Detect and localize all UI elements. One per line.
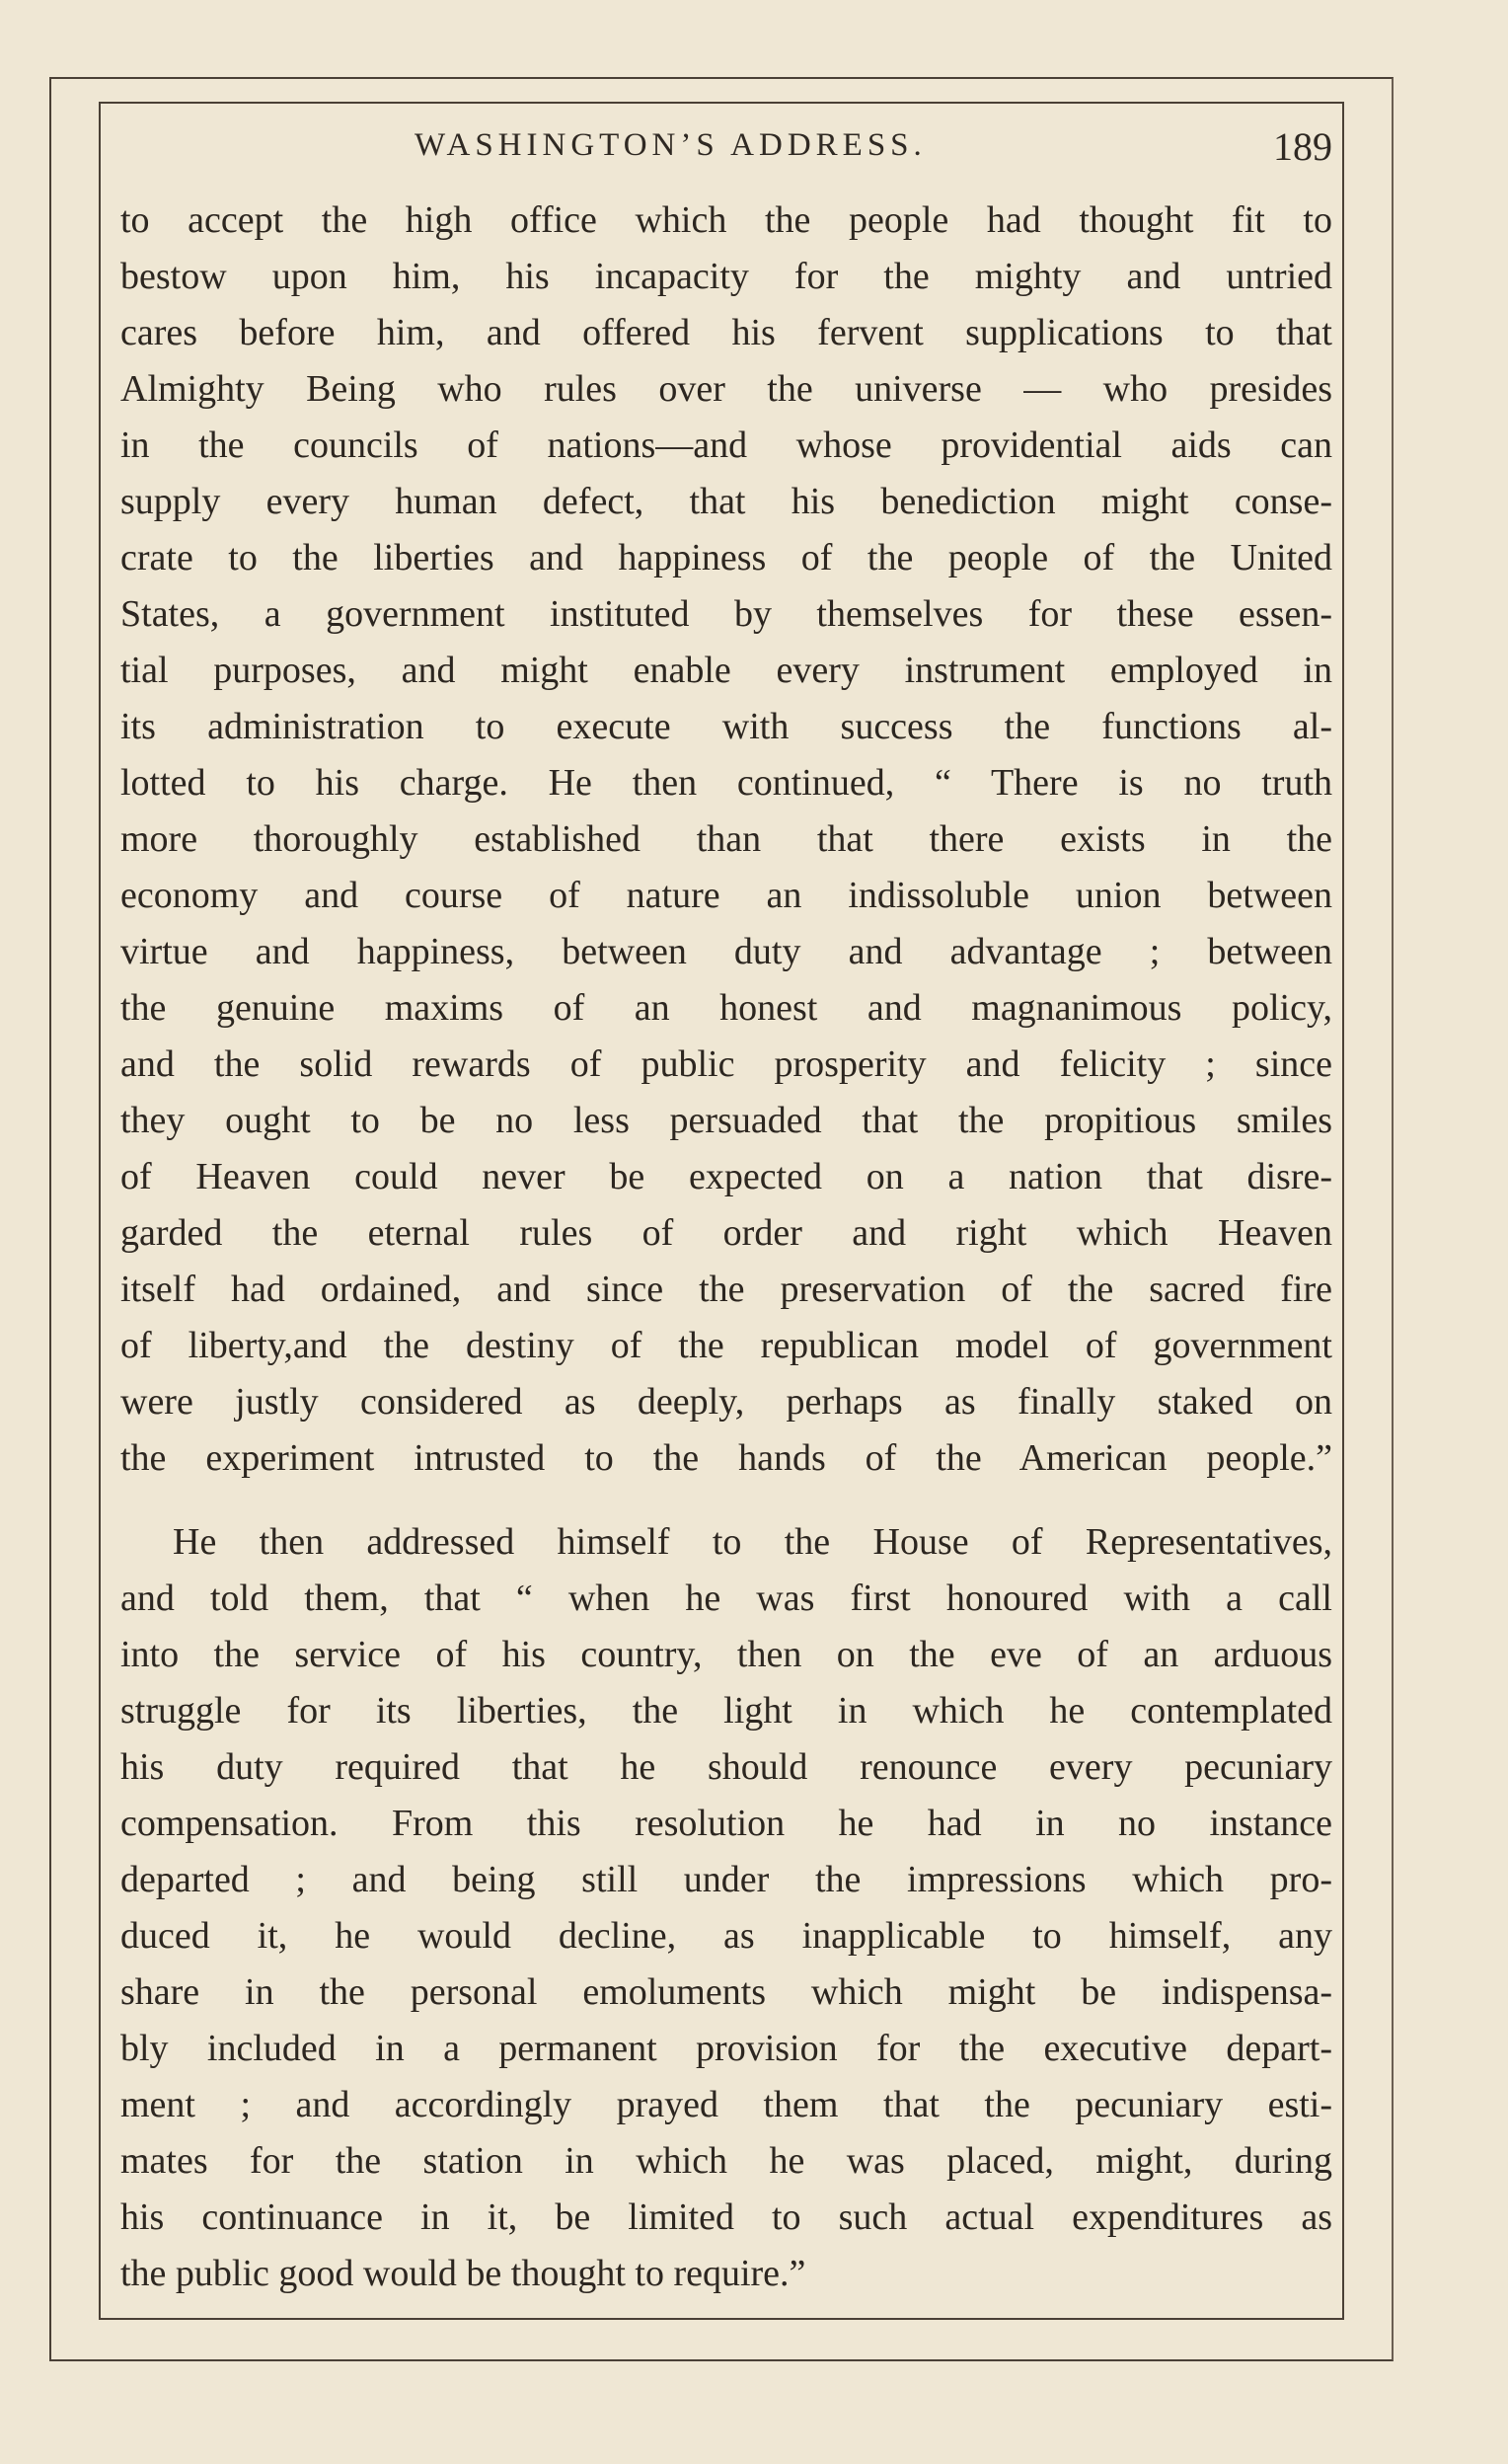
text-line: supply every human defect, that his benediction might conse- bbox=[120, 481, 1332, 522]
text-line: economy and course of nature an indissoluble union between bbox=[120, 875, 1332, 916]
text-line: the public good would be thought to require.” bbox=[120, 2253, 806, 2294]
text-line: its administration to execute with success the functions al- bbox=[120, 706, 1332, 747]
text-line: States, a government instituted by themselves for these essen- bbox=[120, 593, 1332, 635]
text-line: the experiment intrusted to the hands of the American people.” bbox=[120, 1437, 1332, 1479]
text-line: He then addressed himself to the House of Representatives, bbox=[173, 1521, 1332, 1563]
body-text bbox=[120, 192, 1332, 2302]
text-line: of liberty,and the destiny of the republican model of government bbox=[120, 1325, 1332, 1366]
text-line: garded the eternal rules of order and right which Heaven bbox=[120, 1212, 1332, 1254]
text-line: his duty required that he should renounce every pecuniary bbox=[120, 1746, 1332, 1788]
text-line: to accept the high office which the people had thought fit to bbox=[120, 199, 1332, 241]
text-line: in the councils of nations—and whose providential aids can bbox=[120, 424, 1332, 466]
text-line: they ought to be no less persuaded that the propitious smiles bbox=[120, 1100, 1332, 1141]
text-line: lotted to his charge. He then continued, “ There is no truth bbox=[120, 762, 1332, 804]
text-line: Almighty Being who rules over the universe — who presides bbox=[120, 368, 1332, 410]
text-line: and told them, that “ when he was first honoured with a call bbox=[120, 1578, 1332, 1619]
paragraph-spacer bbox=[120, 1487, 1332, 1514]
text-line: tial purposes, and might enable every instrument employed in bbox=[120, 650, 1332, 691]
text-line: his continuance in it, be limited to such actual expenditures as bbox=[120, 2196, 1332, 2238]
page-number: 189 bbox=[1273, 124, 1332, 169]
text-line: itself had ordained, and since the preservation of the sacred fire bbox=[120, 1269, 1332, 1310]
paragraph-1 bbox=[120, 192, 1332, 1487]
text-line: were justly considered as deeply, perhaps as finally staked on bbox=[120, 1381, 1332, 1423]
text-line: ment ; and accordingly prayed them that the pecuniary esti- bbox=[120, 2084, 1332, 2125]
text-line: crate to the liberties and happiness of the people of the United bbox=[120, 537, 1332, 578]
text-line: struggle for its liberties, the light in which he contemplated bbox=[120, 1690, 1332, 1732]
text-line: mates for the station in which he was placed, might, during bbox=[120, 2140, 1332, 2182]
text-line: more thoroughly established than that there exists in the bbox=[120, 818, 1332, 860]
running-head: WASHINGTON’S ADDRESS. bbox=[415, 127, 927, 163]
text-line: bly included in a permanent provision for the executive depart- bbox=[120, 2028, 1332, 2069]
page-header bbox=[118, 123, 1332, 173]
text-line: cares before him, and offered his fervent supplications to that bbox=[120, 312, 1332, 353]
text-line: share in the personal emoluments which might be indispensa- bbox=[120, 1971, 1332, 2013]
text-line: and the solid rewards of public prosperity and felicity ; since bbox=[120, 1043, 1332, 1085]
paragraph-2 bbox=[120, 1514, 1332, 2302]
text-line: the genuine maxims of an honest and magnanimous policy, bbox=[120, 987, 1332, 1029]
text-line: compensation. From this resolution he had in no instance bbox=[120, 1803, 1332, 1844]
text-line: departed ; and being still under the impressions which pro- bbox=[120, 1859, 1332, 1900]
text-line: of Heaven could never be expected on a nation that disre- bbox=[120, 1156, 1332, 1197]
text-line: into the service of his country, then on the eve of an arduous bbox=[120, 1634, 1332, 1675]
text-line: virtue and happiness, between duty and advantage ; between bbox=[120, 931, 1332, 972]
text-line: bestow upon him, his incapacity for the mighty and untried bbox=[120, 256, 1332, 297]
text-line: duced it, he would decline, as inapplicable to himself, any bbox=[120, 1915, 1332, 1957]
